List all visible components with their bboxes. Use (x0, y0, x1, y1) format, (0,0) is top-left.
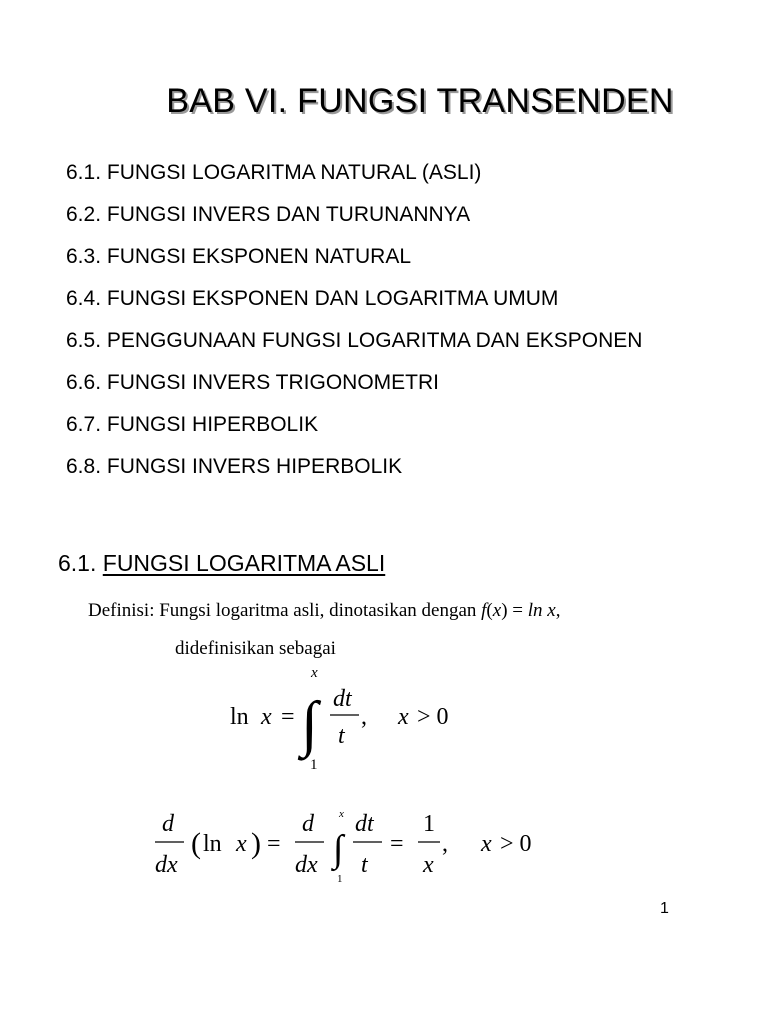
f2-integral-sign: ∫ (333, 828, 344, 870)
f2-eq: = (267, 831, 281, 857)
f2-cond-var: x (481, 831, 492, 857)
f2-one: 1 (423, 811, 435, 837)
definition-open: ( (486, 600, 493, 621)
f2-lparen: ( (191, 827, 201, 860)
f1-cond-var: x (398, 704, 409, 730)
definition-close: ) (501, 600, 508, 621)
f2-dx2: dx (295, 852, 318, 878)
page-number: 1 (660, 900, 669, 917)
f1-denominator: t (338, 723, 345, 749)
f2-ln: ln (203, 831, 222, 857)
toc-item: 6.5. PENGGUNAAN FUNGSI LOGARITMA DAN EKSPONEN (66, 329, 643, 352)
toc-item: 6.6. FUNGSI INVERS TRIGONOMETRI (66, 371, 439, 394)
f1-lower-limit: 1 (310, 757, 318, 773)
f2-lower-limit: 1 (337, 873, 343, 885)
definition-prefix: Definisi: Fungsi logaritma asli, dinotasikan dengan (88, 600, 482, 621)
f2-numerator: dt (355, 811, 374, 837)
toc-item: 6.3. FUNGSI EKSPONEN NATURAL (66, 245, 412, 268)
f1-numerator: dt (333, 686, 352, 712)
f2-rparen: ) (251, 827, 261, 860)
f1-integral-sign: ∫ (301, 690, 318, 758)
f1-ln: ln (230, 704, 249, 730)
definition-equals: = (507, 600, 528, 621)
f2-comma: , (442, 831, 448, 857)
f2-cond: > 0 (500, 831, 532, 857)
f1-upper-limit: x (311, 665, 318, 681)
section-number: 6.1. (58, 550, 103, 576)
section-title: FUNGSI LOGARITMA ASLI (102, 550, 386, 576)
toc-item: 6.1. FUNGSI LOGARITMA NATURAL (ASLI) (66, 161, 482, 184)
f1-eq: = (281, 704, 295, 730)
f2-eq2: = (390, 831, 404, 857)
definition-f: f (481, 600, 487, 621)
chapter-title: BAB VI. FUNGSI TRANSENDEN (166, 82, 674, 120)
f1-cond: > 0 (417, 704, 449, 730)
toc-item: 6.4. FUNGSI EKSPONEN DAN LOGARITMA UMUM (66, 287, 559, 310)
definition-lnx: ln x (527, 600, 556, 621)
formula-derivative (155, 808, 532, 885)
definition-line-2: didefinisikan sebagai (175, 638, 336, 659)
f2-d2: d (302, 811, 314, 837)
toc-item: 6.7. FUNGSI HIPERBOLIK (66, 413, 319, 436)
f2-upper-limit: x (339, 808, 344, 820)
f2-x: x (236, 831, 247, 857)
toc-item: 6.8. FUNGSI INVERS HIPERBOLIK (66, 455, 403, 478)
f2-x-den: x (423, 852, 434, 878)
definition-x: x (492, 600, 502, 621)
f1-x: x (261, 704, 272, 730)
f2-denominator: t (361, 852, 368, 878)
formula-ln-definition (230, 665, 449, 773)
toc-item: 6.2. FUNGSI INVERS DAN TURUNANNYA (66, 203, 471, 226)
f2-dx: dx (155, 852, 178, 878)
f1-comma: , (361, 704, 367, 730)
f2-d: d (162, 811, 174, 837)
definition-comma: , (555, 600, 561, 621)
